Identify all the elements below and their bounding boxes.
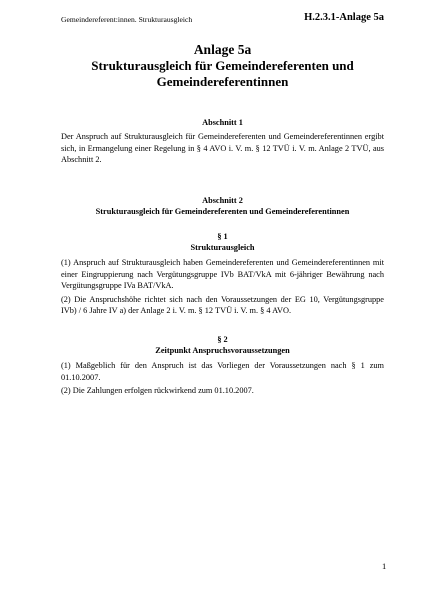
paragraph-2-clause-1: (1) Maßgeblich für den Anspruch ist das Vorliegen der Voraussetzungen nach § 1 zum 01.10.2007.: [61, 361, 384, 382]
paragraph-1-title: Strukturausgleich: [190, 243, 255, 252]
paragraph-2-clause-2: (2) Die Zahlungen erfolgen rückwirkend zum 01.10.2007.: [61, 386, 254, 395]
paragraph-2-section: [61, 334, 384, 397]
paragraph-1-clause-1: (1) Anspruch auf Strukturausgleich haben Gemeindereferenten und Gemeindereferentinnen mit einer Eingruppierung nach Vergütungsgruppe IVb BAT/VkA mit 6-jähriger Bewährung nach Vergütungsgruppe IVa BAT/VkA.: [61, 258, 384, 290]
paragraph-1-number: § 1: [217, 232, 228, 241]
paragraph-2-title: Zeitpunkt Anspruchsvoraussetzungen: [155, 346, 290, 355]
running-header-right: H.2.3.1-Anlage 5a: [304, 12, 384, 23]
abschnitt-2-subheading: Strukturausgleich für Gemeindereferenten und Gemeindereferentinnen: [95, 207, 350, 216]
abschnitt-2-heading: Abschnitt 2: [202, 196, 243, 205]
running-header-left: Gemeindereferent:innen. Strukturausgleich: [61, 15, 193, 24]
title-line-1: Anlage 5a: [193, 42, 252, 57]
paragraph-2-number: § 2: [217, 335, 228, 344]
abschnitt-1: [61, 118, 384, 166]
abschnitt-2: [61, 195, 384, 217]
document-title: [61, 42, 384, 90]
title-line-2: Strukturausgleich für Gemeindereferenten und: [91, 58, 354, 73]
paragraph-1-section: [61, 231, 384, 317]
paragraph-1-clause-2: (2) Die Anspruchshöhe richtet sich nach den Voraussetzungen der EG 10, Vergütungsgruppe IVb) / 6 Jahre IV a) der Anlage 2 i. V. m. § 12 TVÜ i. V. m. § 4 AVO.: [61, 294, 384, 315]
abschnitt-1-heading: Abschnitt 1: [202, 118, 243, 127]
abschnitt-1-text: Der Anspruch auf Strukturausgleich für Gemeindereferenten und Gemeindereferentinnen ergibt sich, in Ermangelung einer Regelung in § 4 AVO i. V. m. § 12 TVÜ i. V. m. Anlage 2 TVÜ, aus Abschnitt 2.: [61, 132, 384, 164]
title-line-3: Gemeindereferentinnen: [156, 74, 289, 89]
page-number: 1: [382, 561, 387, 571]
